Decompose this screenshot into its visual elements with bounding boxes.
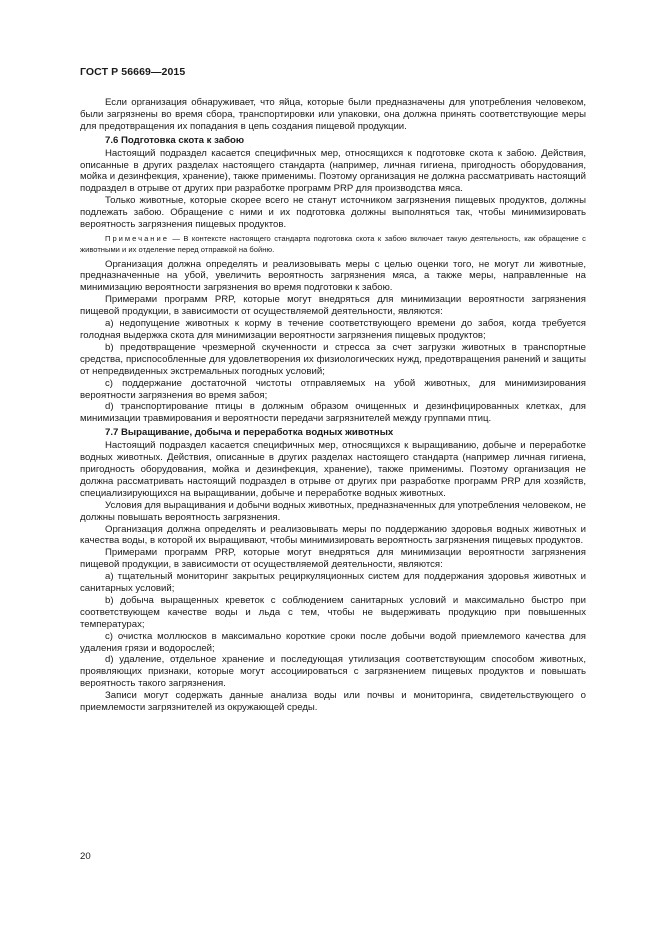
list-item-d: d) транспортирование птицы в должным образом очищенных и дезинфицированных клетках, для минимизации травмирования и вероятности передачи загрязнителей между группами птиц. bbox=[80, 401, 586, 425]
list-item-a: a) недопущение животных к корму в течение соответствующего времени до забоя, когда требуется голодная выдержка скота для минимизации вероятности загрязнения пищевых продуктов; bbox=[80, 318, 586, 341]
paragraph-eggs: Если организация обнаруживает, что яйца, которые были предназначены для употребления человеком, были загрязнены во время сбора, транспортировки или упаковки, она должна принять соответствующие меры для предотвращения их попадания в цепь создания пищевой продукции. bbox=[80, 97, 586, 132]
paragraph: Настоящий подраздел касается специфичных мер, относящихся к подготовке скота к забою. Действия, описанные в других разделах настоящего стандарта (например, личная гигиена, пригодность оборудования, мойка и дезинфекция, хранение), также применимы. Поэтому организация не должна рассматривать настоящий подраздел в отрыве от других при разработке программ PRP для производства мяса. bbox=[80, 147, 586, 195]
list-item-d: d) удаление, отдельное хранение и последующая утилизация соответствующим способом животных, проявляющих признаки, которые могут ассоциироваться с загрязнением пищевых продуктов и повышать вероятность такого загрязнения. bbox=[80, 654, 586, 690]
document-header: ГОСТ Р 56669—2015 bbox=[80, 66, 186, 78]
document-body bbox=[80, 97, 586, 714]
list-item-b: b) предотвращение чрезмерной скученности и стресса за счет загрузки животных в транспортные средства, приспособленные для удовлетворения их физиологических нужд, предотвращения ранений и защиты от непредвиденных экстремальных погодных условий; bbox=[80, 341, 586, 377]
paragraph: Условия для выращивания и добычи водных животных, предназначенных для употребления человеком, не должны повышать вероятность загрязнения. bbox=[80, 499, 586, 523]
paragraph: Примерами программ PRP, которые могут внедряться для минимизации вероятности загрязнения пищевой продукции, в зависимости от осуществляемой деятельности, являются: bbox=[80, 294, 586, 318]
paragraph: Примерами программ PRP, которые могут внедряться для минимизации вероятности загрязнения пищевой продукции, в зависимости от осуществляемой деятельности, являются: bbox=[80, 547, 586, 571]
page-number: 20 bbox=[80, 851, 91, 862]
list-item-a: a) тщательный мониторинг закрытых рециркуляционных систем для поддержания здоровья животных и санитарных условий; bbox=[80, 571, 586, 595]
paragraph: Настоящий подраздел касается специфичных мер, относящихся к выращиванию, добыче и переработке водных животных. Действия, описанные в других разделах настоящего стандарта (например личная гигиена, пригодность оборудования, мойка и дезинфекция, хранение), также применимы. Поэтому организация не должна рассматривать настоящий подраздел в отрыве от других при разработке программ PRP для хозяйств, специализирующихся на выращивании, добыче и переработке водных животных. bbox=[80, 440, 586, 499]
list-item-c: c) очистка моллюсков в максимально короткие сроки после добычи водой приемлемого качества для удаления грязи и водорослей; bbox=[80, 630, 586, 654]
paragraph: Организация должна определять и реализовывать меры с целью оценки того, не могут ли животные, предназначенные на убой, увеличить вероятность загрязнения мяса, а также меры, направленные на минимизацию вероятности загрязнения во время подготовки к забою. bbox=[80, 258, 586, 294]
list-item-c: c) поддержание достаточной чистоты отправляемых на убой животных, для минимизирования вероятности загрязнения во время забоя; bbox=[80, 377, 586, 401]
section-heading-7-7: 7.7 Выращивание, добыча и переработка водных животных bbox=[105, 427, 394, 439]
note-text: — В контексте настоящего стандарта подготовка скота к забою включает такую деятельность, как обращение с животными и их отделение перед отправкой на бойню. bbox=[80, 233, 586, 254]
paragraph: Только животные, которые скорее всего не станут источником загрязнения пищевых продуктов, должны подлежать забою. Обращение с ними и их подготовка должны выполняться так, чтобы минимизировать вероятность загрязнения пищевых продуктов. bbox=[80, 195, 586, 231]
paragraph: Записи могут содержать данные анализа воды или почвы и мониторинга, свидетельствующего о приемлемости загрязнителей из окружающей среды. bbox=[80, 690, 586, 714]
list-item-b: b) добыча выращенных креветок с соблюдением санитарных условий и максимально быстро при соответствующем качестве воды и льда с тем, чтобы не выдерживать продукцию при повышенных температурах; bbox=[80, 594, 586, 630]
note bbox=[80, 234, 586, 256]
note-label: Примечание bbox=[105, 233, 169, 243]
section-heading-7-6: 7.6 Подготовка скота к забою bbox=[105, 134, 245, 146]
paragraph: Организация должна определять и реализовывать меры по поддержанию здоровья водных животных и качества воды, в которой их выращивают, чтобы минимизировать вероятность загрязнения пищевых продуктов. bbox=[80, 523, 586, 547]
